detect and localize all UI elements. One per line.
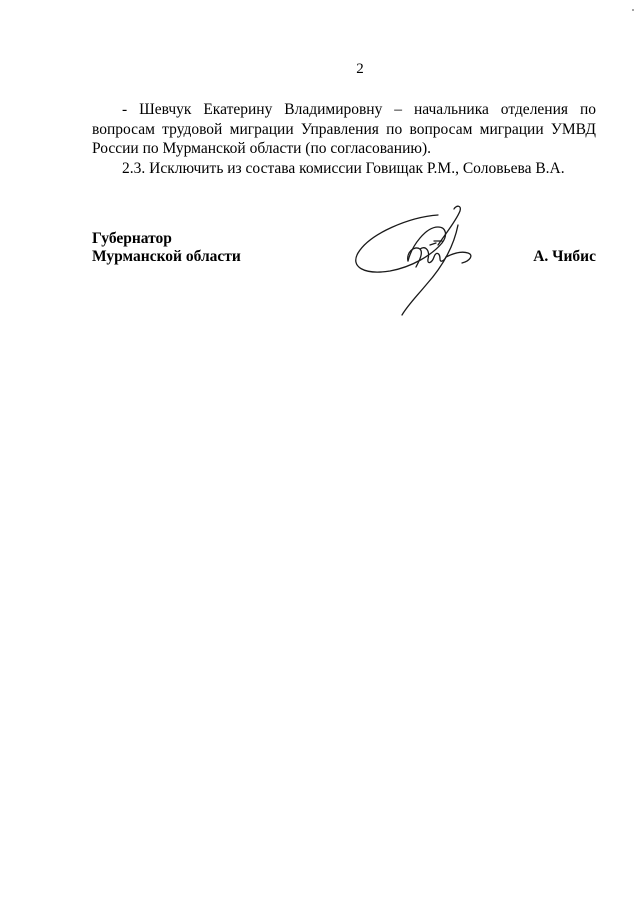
signature-block bbox=[92, 230, 596, 330]
paragraph-shevchuk: - Шевчук Екатерину Владимировну – начальника отделения по вопросам трудовой миграции Управления по вопросам миграции УМВД России по Мурманской области (по согласованию). bbox=[92, 101, 596, 157]
signer-title-line1: Губернатор bbox=[92, 230, 172, 247]
page-number: 2 bbox=[356, 61, 364, 77]
paragraph-exclude: 2.3. Исключить из состава комиссии Говищак Р.М., Соловьева В.А. bbox=[122, 159, 565, 177]
signer-name: А. Чибис bbox=[533, 248, 596, 265]
document-body bbox=[92, 100, 596, 178]
signer-title-line2: Мурманской области bbox=[92, 248, 241, 265]
signature-icon bbox=[350, 205, 500, 320]
scan-artifact-dot bbox=[632, 9, 634, 11]
signer-title bbox=[92, 230, 241, 266]
